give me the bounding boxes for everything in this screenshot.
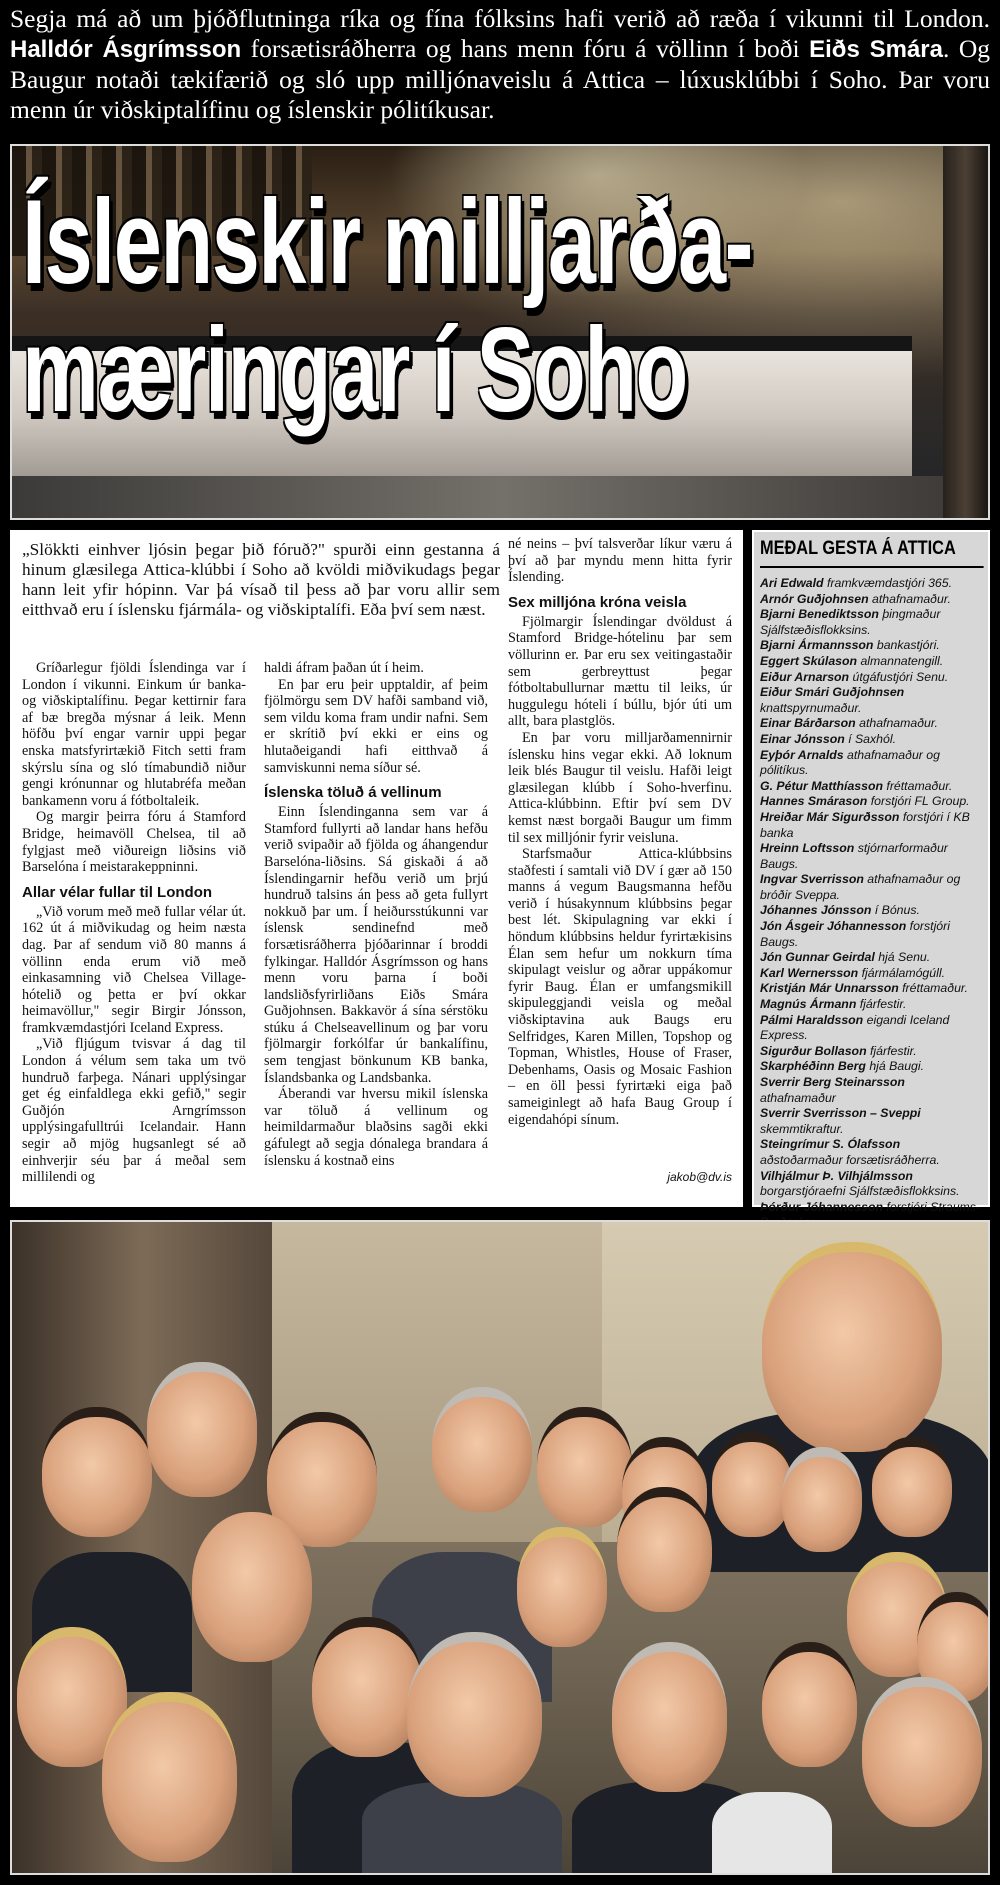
guest-role: forstjóri FL Group.	[867, 794, 970, 809]
guest-name: Eiður Arnarson	[760, 669, 850, 684]
portrait-face	[517, 1527, 607, 1647]
paragraph: „Við fljúgum tvisvar á dag til London á vélum sem taka um tvö hundruð farþega. Nánari upplýsingar get ég einfaldlega ekki gefið," segir Guðjón Arngrímsson upplýsingafulltrúi Icelandair. Hann segir að mjög hugsanlegt sé að einhverjir séu þar á meðal sem millilendi og	[22, 1036, 246, 1186]
guest-name: Hreiðar Már Sigurðsson	[760, 809, 900, 824]
guest-name: Magnús Ármann	[760, 997, 857, 1012]
floor	[12, 476, 990, 520]
portrait-face	[782, 1447, 862, 1552]
guest-entry	[760, 966, 982, 982]
guest-entry	[760, 685, 982, 716]
guest-entry	[760, 779, 982, 795]
portrait-face	[612, 1642, 727, 1792]
guest-entry	[760, 903, 982, 919]
guest-photo-collage	[10, 1220, 990, 1875]
guest-entry	[760, 981, 982, 997]
portrait-face	[862, 1677, 982, 1827]
guest-entry	[760, 716, 982, 732]
guest-entry	[760, 1137, 982, 1168]
portrait-face	[537, 1407, 632, 1527]
guest-entry	[760, 919, 982, 950]
guest-role: í Saxhól.	[844, 731, 896, 746]
guest-name: Sigurður Bollason	[760, 1043, 867, 1058]
paragraph: Áberandi var hversu mikil íslenska var töluð á vellinum og heimildarmaður blaðsins sagði ekki gáfulegt að segja dónalega brandara á íslensku á kostnað eins	[264, 1086, 488, 1169]
intro-bold-name: Halldór Ásgrímsson	[10, 36, 242, 63]
guest-role: þingmaður Sjálfstæðisflokksins.	[760, 607, 941, 637]
guest-entry	[760, 1106, 982, 1137]
paragraph: Og margir þeirra fóru á Stamford Bridge, heimavöll Chelsea, til að fylgjast með viðureign liðsins við Barselóna í meistarakeppninni.	[22, 809, 246, 876]
guest-name: Arnór Guðjohnsen	[760, 591, 869, 606]
guest-name: Hreinn Loftsson	[760, 841, 855, 856]
guest-role: bankastjóri.	[873, 638, 940, 653]
article-column-3	[508, 536, 732, 1128]
guest-role: athafnamaður	[760, 1090, 836, 1105]
guest-name: Einar Jónsson	[760, 731, 845, 746]
guest-entry	[760, 732, 982, 748]
article	[10, 530, 743, 1207]
portrait-face	[872, 1437, 952, 1537]
guest-entry	[760, 638, 982, 654]
guest-role: athafnamaður.	[868, 591, 951, 606]
guest-entry	[760, 997, 982, 1013]
guest-name: Sverrir Berg Steinarsson	[760, 1075, 905, 1089]
guest-list-title: MEÐAL GESTA Á ATTICA	[760, 532, 984, 568]
intro-part: forsætisráðherra og hans menn fóru á völlinn í boði	[241, 34, 810, 63]
guest-entry	[760, 576, 982, 592]
guest-name: Eggert Skúlason	[760, 653, 858, 668]
intro-part: Segja má að um þjóðflutninga ríka og fína fólksins hafi verið að ræða í vikunni til London.	[10, 4, 990, 33]
guest-name: Karl Wernersson	[760, 965, 859, 980]
guest-entry	[760, 1013, 982, 1044]
paragraph: En þar eru þeir upptaldir, af þeim fjölmörgu sem DV hafði samband við, sem vildu koma fram undir nafni. Sem er skrítið því ekki er eins og hlutaðeigandi hafi eitthvað á samviskunni nema síður sé.	[264, 676, 488, 776]
guest-name: Eyþór Arnalds	[760, 747, 844, 762]
guest-entry	[760, 1059, 982, 1075]
portrait-face	[192, 1512, 312, 1662]
portrait-face	[617, 1487, 712, 1612]
guest-entry	[760, 794, 982, 810]
guest-role: hjá Senu.	[874, 950, 931, 965]
guest-role: fjármálamógúll.	[858, 965, 945, 980]
paragraph: En þar voru milljarðamennirnir íslensku hins vegar ekki. Að loknum leik blés Baugur til veislu. Hafði leigt glæsilegan klúbb í Soho-hverfinu. Attica-klúbbinn. Eftir því sem DV kemst næst borgaði Baugur um fimm til sex milljónir fyrir veisluna.	[508, 729, 732, 846]
portrait-face	[312, 1617, 422, 1757]
guest-name: Jón Ásgeir Jóhannesson	[760, 919, 907, 934]
guest-entry	[760, 654, 982, 670]
guest-entry	[760, 592, 982, 608]
guest-entry	[760, 670, 982, 686]
guest-entry	[760, 950, 982, 966]
guest-role: athafnamaður.	[855, 716, 938, 731]
intro-text	[0, 0, 1000, 142]
article-column-2	[264, 660, 488, 1169]
guest-name: Ingvar Sverrisson	[760, 872, 864, 887]
guest-entry	[760, 1075, 982, 1106]
guest-role: skemmtikraftur.	[760, 1121, 844, 1136]
paragraph: Einn Íslendinganna sem var á Stamford fullyrti að landar hans hefðu verið svipaðir að fjölda og áhangendur Barselóna-liðsins. Sá giskaði á að Íslendingarnir hefðu verið um þrjú hundruð talsins án þess að geta fullyrt nokkuð þar um. Í heiðursstúkunni var íslensk sendinefnd með forsætisráðherra þjóðarinnar í broddi fylkingar. Halldór Ásgrímsson og hans menn voru þarna í boði landsliðsfyrirliðans Eiðs Smára Guðjohnsen. Bakkavör á sína sérstöku stúku á Chelseavellinum og þar voru fjölmargir forkólfar úr bankalífinu, sem tengjast bönkunum KB banka, Íslandsbanka og Landsbanka.	[264, 804, 488, 1086]
intro-part: . Og Baugur notaði tækifærið og sló upp milljónaveislu á Attica – lúxusklúbbi í Soho. Þar voru menn úr viðskiptalífinu og íslenskir pólitíkusar.	[10, 34, 991, 124]
guest-role: borgarstjóraefni Sjálfstæðisflokksins.	[760, 1184, 960, 1199]
guest-name: Jón Gunnar Geirdal	[760, 950, 875, 965]
portrait-face	[102, 1692, 237, 1862]
portrait-face	[762, 1642, 857, 1767]
portrait-face	[407, 1632, 542, 1797]
paragraph: Gríðarlegur fjöldi Íslendinga var í London í vikunni. Einkum úr banka- og viðskiptalífinu. Þegar kettirnir fara af bæ bregða mýsnar á leik. Menn höfðu því engar varnir uppi þegar enska matsfyrirtækið Fitch setti fram skýrslu sína og sló tímabundið niður gengi krónunnar og hlutabréfa meðan bankamenn voru á fótboltaleik.	[22, 660, 246, 809]
guest-entry	[760, 872, 982, 903]
guest-name: Einar Bárðarson	[760, 716, 856, 731]
paragraph: Fjölmargir Íslendingar dvöldust á Stamford Bridge-hótelinu þar sem völlurinn er. Þar eru sex veitingastaðir sem gerbreyttust þegar fótboltabullurnar mættu til leiks, úr huggulegu hóteli í búllu, bjór úti um allt, bara plastglös.	[508, 613, 732, 730]
guest-role: framkvæmdastjóri 365.	[823, 576, 953, 590]
guest-name: Hannes Smárason	[760, 794, 868, 809]
headline-line-2: mæringar í Soho	[22, 303, 687, 437]
guest-role: athafnamaður og bróðir Sveppa.	[760, 872, 961, 902]
guest-role: fréttamaður.	[898, 981, 968, 996]
guest-role: útgáfustjóri Senu.	[849, 669, 949, 684]
paragraph: „Við vorum með með fullar vélar út. 162 út á miðvikudag og heim næsta dag. Þar af sendum við 80 manns á völlinn enda erum við með einkasamning við Chelsea Village-hótelið og þetta er því okkar heimavöllur," segir Birgir Jónsson, framkvæmdastjóri Iceland Express.	[22, 903, 246, 1036]
guest-name: Eiður Smári Guðjohnsen	[760, 685, 905, 700]
guest-name: Bjarni Benediktsson	[760, 607, 879, 622]
guest-name: G. Pétur Matthíasson	[760, 778, 883, 793]
guest-entry	[760, 1169, 982, 1200]
portrait-face	[42, 1407, 152, 1537]
guest-role: fjárfestir.	[866, 1043, 917, 1058]
guest-name: Kristján Már Unnarsson	[760, 981, 899, 996]
paragraph: Starfsmaður Attica-klúbbsins staðfesti í samtali við DV í gær að 150 manns á vegum Baugsmanna hefðu verið í húsakynnum klúbbsins þegar best lét. Skipulagning var ekki í höndum klúbbsins heldur fyrirtækisins Élan sem hefur um nokkurn tíma skipulagt veislur og aðrar uppákomur fyrir Baug. Élan er umfangsmikill skipuleggjandi veisla og meðal viðskiptavina auk Baugs eru Selfridges, Karen Millen, Topshop og Topman, Whistles, House of Fraser, Debenhams, Oasis og Mosaic Fashion – en öll þessi fyrirtæki eiga það sameiginlegt að hafa Baug Group í eigendahópi sínum.	[508, 846, 732, 1128]
guest-name: Sverrir Sverrisson – Sveppi	[760, 1106, 921, 1121]
subheading: Allar vélar fullar til London	[22, 883, 213, 901]
guest-role: eigandi Iceland Express.	[760, 1012, 950, 1043]
guest-name: Bjarni Ármannsson	[760, 638, 874, 653]
guest-role: aðstoðarmaður forsætisráðherra.	[760, 1152, 940, 1167]
portrait-face	[147, 1362, 257, 1497]
paragraph: haldi áfram þaðan út í heim.	[264, 660, 424, 676]
guest-role: almannatengill.	[857, 653, 944, 668]
guest-entry	[760, 841, 982, 872]
guest-role: forstjóri Straums-	[886, 1199, 981, 1214]
guest-entry	[760, 748, 982, 779]
portrait-face	[712, 1432, 792, 1537]
guest-role: knattspyrnumaður.	[760, 700, 862, 715]
paragraph: né neins – því talsverðar líkur væru á því að þar myndu menn hitta fyrir Íslending.	[508, 536, 732, 586]
headline	[22, 175, 980, 437]
guest-role: forstjóri í KB banka	[760, 809, 970, 840]
guest-role: fjárfestir.	[856, 997, 907, 1012]
portrait-face	[762, 1242, 942, 1452]
article-lede: „Slökkti einhver ljósin þegar þið fóruð?" spurði einn gestanna á hinum glæsilega Attica-klúbbi í Soho að kvöldi miðvikudags þegar hann leit yfir hópinn. Var þá vísað til þess að þar voru allir sem eitthvað eru í íslensku fjármála- og viðskiptalífi. Eða því sem næst.	[22, 540, 500, 619]
guest-name: Pálmi Haraldsson	[760, 1012, 864, 1027]
guest-name: Jóhannes Jónsson	[760, 903, 872, 918]
headline-line-1: Íslenskir milljarða-	[22, 175, 752, 309]
suit	[712, 1792, 832, 1875]
guest-role: forstjóri Baugs.	[760, 919, 950, 949]
guest-name: Þórður Jóhannesson	[760, 1199, 883, 1214]
hero-photo	[10, 144, 990, 520]
guest-role: athafnamaður og pólitíkus.	[760, 747, 940, 778]
guest-list-box	[752, 530, 990, 1214]
guest-entry	[760, 607, 982, 638]
guest-role: hjá Baugi.	[865, 1059, 925, 1074]
guest-entry	[760, 1044, 982, 1060]
portrait-face	[432, 1387, 532, 1512]
article-column-1	[22, 660, 246, 1186]
subheading: Sex milljóna króna veisla	[508, 593, 687, 611]
guest-role: stjórnarformaður Baugs.	[760, 841, 948, 871]
byline: jakob@dv.is	[667, 1170, 732, 1184]
guest-role: fréttamaður.	[883, 778, 953, 793]
guest-role: í Bónus.	[871, 903, 920, 918]
guest-name: Skarphéðinn Berg	[760, 1059, 866, 1074]
intro-bold-name: Eiðs Smára	[809, 36, 943, 63]
subheading: Íslenska töluð á vellinum	[264, 784, 442, 802]
guest-name: Ari Edwald	[760, 576, 824, 590]
guest-entry	[760, 810, 982, 841]
guest-name: Steingrímur S. Ólafsson	[760, 1137, 901, 1152]
guest-name: Vilhjálmur Þ. Vilhjálmsson	[760, 1168, 913, 1183]
guest-list	[760, 576, 982, 1231]
